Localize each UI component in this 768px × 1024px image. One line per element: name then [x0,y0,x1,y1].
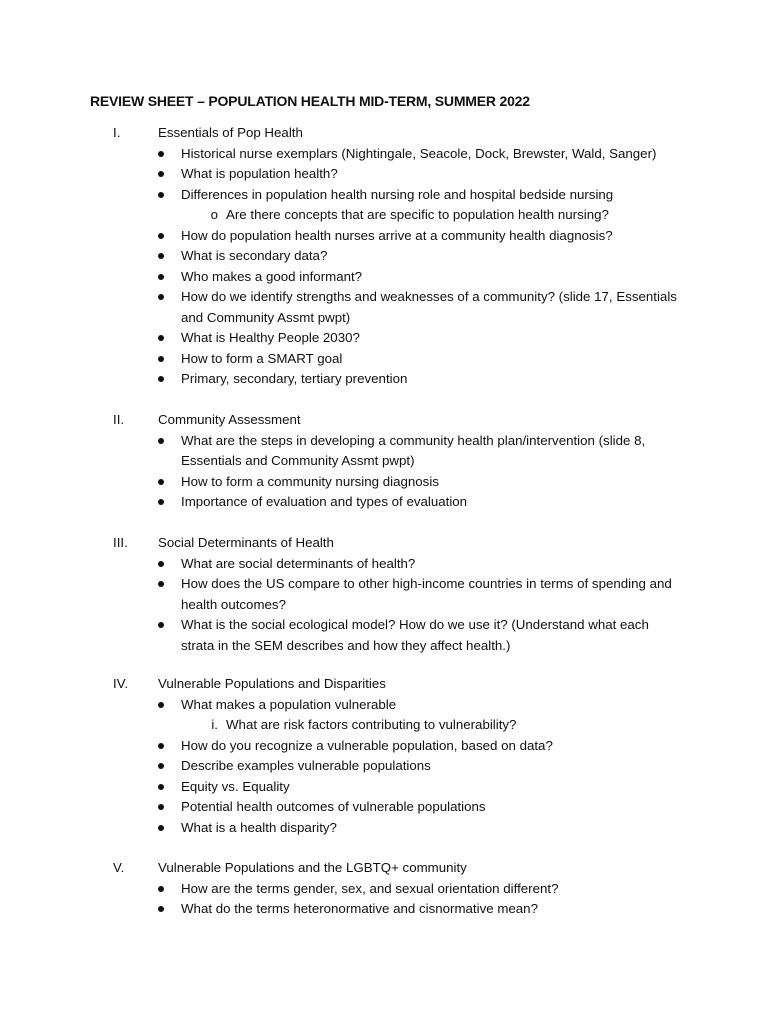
section-lgbtq [0,858,768,920]
bullet-icon [158,499,164,505]
sub-list-item-text: Are there concepts that are specific to population health nursing? [226,207,609,222]
sub-list-item-text: What are risk factors contributing to vulnerability? [226,717,517,732]
bullet-icon [158,906,164,912]
list-item-text: What do the terms heteronormative and cisnormative mean? [181,901,538,916]
list-item [0,736,768,757]
list-item [0,246,768,267]
section-title: Vulnerable Populations and Disparities [158,676,386,691]
list-item [0,777,768,798]
list-item [0,226,768,247]
list-item [0,328,768,349]
list-item-text: How to form a SMART goal [181,350,343,366]
section-numeral: II. [113,412,125,427]
bullet-icon [158,356,164,362]
list-item [0,144,768,165]
bullet-icon [158,622,164,628]
bullet-icon [158,581,164,587]
list-item-text: How are the terms gender, sex, and sexual orientation different? [181,880,559,896]
list-item-text: Historical nurse exemplars (Nightingale, Seacole, Dock, Brewster, Wald, Sanger) [181,145,657,161]
section-numeral: IV. [113,676,129,691]
list-item-text: What is a health disparity? [181,819,337,835]
list-item [0,554,768,575]
list-item [0,431,768,472]
bullet-icon [158,335,164,341]
bullet-icon [158,192,164,198]
bullet-icon [158,151,164,157]
list-item-text: What makes a population vulnerable [181,696,397,712]
sub-list-item [0,205,768,226]
list-item [0,287,768,328]
list-item [0,492,768,513]
bullet-icon [158,804,164,810]
list-item-text: Equity vs. Equality [181,778,290,794]
bullet-icon [158,438,164,444]
list-item [0,615,768,656]
bullet-icon [158,479,164,485]
list-item-text: Importance of evaluation and types of evaluation [181,494,468,509]
bullet-icon [158,743,164,749]
sub-list-item [0,715,768,736]
bullet-icon [158,253,164,259]
bullet-icon [158,702,164,708]
bullet-icon [158,274,164,280]
list-item-text: How to form a community nursing diagnosis [181,473,439,489]
list-item [0,899,768,920]
list-item [0,695,768,716]
list-item [0,164,768,185]
section-community-assessment [0,410,768,513]
section-title: Community Assessment [158,412,301,427]
list-item-text: Primary, secondary, tertiary prevention [181,371,408,386]
bullet-icon [158,376,164,382]
bullet-icon [158,294,164,300]
bullet-icon [158,763,164,769]
list-item-text: Differences in population health nursing role and hospital bedside nursing [181,186,614,202]
list-item [0,574,768,615]
section-numeral: V. [113,860,125,875]
list-item-text: Who makes a good informant? [181,268,363,284]
section-numeral: III. [113,535,128,550]
section-title: Social Determinants of Health [158,535,334,550]
bullet-icon [158,561,164,567]
list-item [0,369,768,390]
bullet-icon [158,233,164,239]
section-heading [0,410,768,431]
section-heading [0,858,768,879]
list-item-text: Potential health outcomes of vulnerable populations [181,799,486,814]
section-heading [0,123,768,144]
list-item [0,879,768,900]
section-vulnerable-populations [0,674,768,838]
sub-marker: o [210,207,218,222]
list-item [0,797,768,818]
list-item [0,756,768,777]
list-item-text: What are the steps in developing a community health plan/intervention (slide 8, Essentials and Community Assmt pwpt) [181,432,646,468]
list-item-text: What are social determinants of health? [181,555,416,571]
section-heading [0,674,768,695]
list-item [0,185,768,206]
list-item-text: How does the US compare to other high-income countries in terms of spending and health outcomes? [181,576,672,612]
list-item-text: What is population health? [181,166,338,181]
list-item-text: How do you recognize a vulnerable population, based on data? [181,737,553,753]
list-item [0,267,768,288]
list-item [0,349,768,370]
bullet-icon [158,171,164,177]
bullet-icon [158,825,164,831]
list-item-text: How do population health nurses arrive at a community health diagnosis? [181,227,613,243]
list-item-text: Describe examples vulnerable populations [181,758,431,773]
section-social-determinants [0,533,768,656]
sub-marker: i. [211,717,218,732]
bullet-icon [158,784,164,790]
section-essentials [0,123,768,390]
section-title: Vulnerable Populations and the LGBTQ+ community [158,860,467,875]
page-title: REVIEW SHEET – POPULATION HEALTH MID-TERM, SUMMER 2022 [90,93,530,109]
section-numeral: I. [113,125,121,140]
list-item [0,818,768,839]
list-item [0,472,768,493]
section-title: Essentials of Pop Health [158,125,303,140]
bullet-icon [158,886,164,892]
list-item-text: What is secondary data? [181,248,328,263]
list-item-text: What is the social ecological model? How do we use it? (Understand what each strata in the SEM describes and how they affect health.) [181,617,649,653]
list-item-text: What is Healthy People 2030? [181,330,360,345]
list-item-text: How do we identify strengths and weaknesses of a community? (slide 17, Essentials and Community Assmt pwpt) [181,289,677,325]
section-heading [0,533,768,554]
